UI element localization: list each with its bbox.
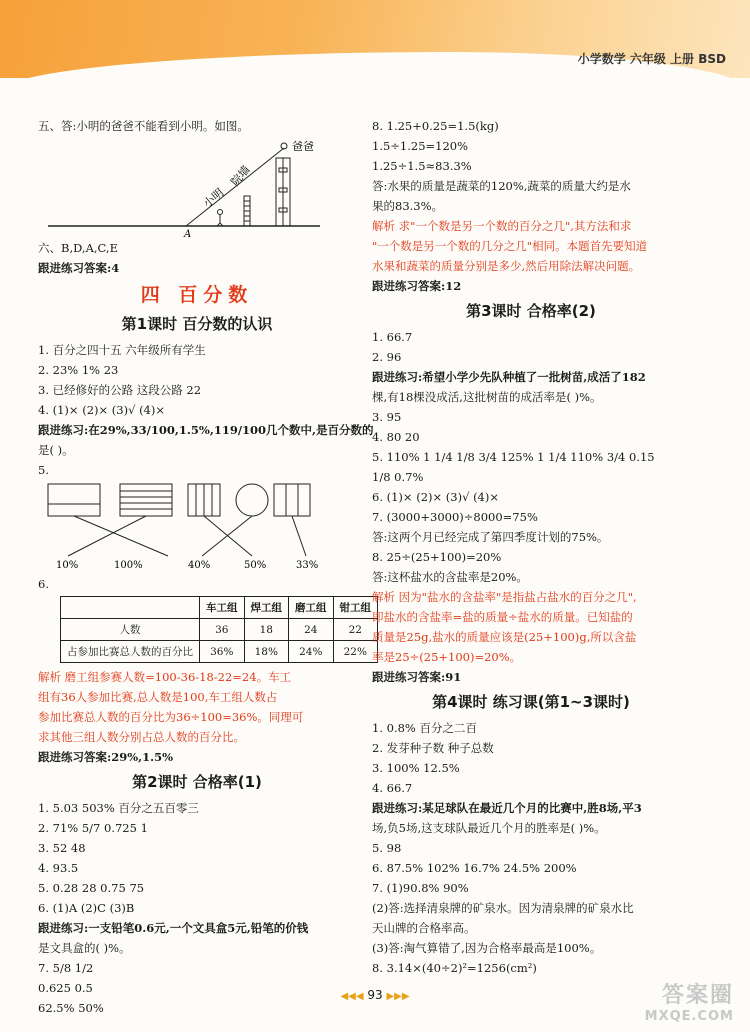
table-cell: 36%: [200, 641, 245, 663]
analysis-line: "一个数是另一个数的几分之几"相同。本题首先要知道: [372, 239, 648, 253]
answer-line: 7. 5/8 1/2: [38, 961, 94, 975]
answer-line: 3. 52 48: [38, 841, 86, 855]
answer-line: 4. (1)× (2)× (3)√ (4)×: [38, 403, 165, 417]
answer-line: 果的83.3%。: [372, 199, 444, 213]
answer-line: 2. 71% 5/7 0.725 1: [38, 821, 148, 835]
table-cell: 22%: [333, 641, 378, 663]
answer-line: 8. 1.25+0.25=1.5(kg): [372, 119, 499, 133]
table-header-cell: 焊工组: [244, 597, 289, 619]
answer-line: 1. 0.8% 百分之二百: [372, 721, 477, 735]
answer-line: 棵,有18棵没成活,这批树苗的成活率是( )%。: [372, 390, 602, 404]
wall-label: 院墙: [228, 163, 253, 189]
analysis-line: 解析 因为"盐水的含盐率"是指盐占盐水的百分之几",: [372, 590, 637, 604]
answer-line: 3. 已经修好的公路 这段公路 22: [38, 383, 202, 397]
chapter-title: 四 百分数: [140, 284, 254, 306]
shape-label: 100%: [114, 560, 143, 571]
followup-answer: 跟进练习答案:4: [38, 261, 120, 275]
answer-line: 6. (1)A (2)C (3)B: [38, 901, 135, 915]
answer-line: (2)答:选择清泉牌的矿泉水。因为清泉牌的矿泉水比: [372, 901, 634, 915]
table-header-cell: 磨工组: [289, 597, 334, 619]
shape-label: 50%: [244, 560, 267, 571]
answer-line: 1.25÷1.5≈83.3%: [372, 159, 472, 173]
analysis-line: 解析 求"一个数是另一个数的百分之几",其方法和求: [372, 219, 632, 233]
table-cell: 22: [333, 619, 378, 641]
answer-line: 场,负5场,这支球队最近几个月的胜率是( )%。: [372, 821, 606, 835]
shapes-svg: [38, 482, 338, 572]
answer-line: 4. 80 20: [372, 430, 420, 444]
analysis-line: 求其他三组人数分别占总人数的百分比。: [38, 730, 245, 744]
followup-answer: 跟进练习答案:29%,1.5%: [38, 750, 174, 764]
analysis-line: 质量是25g,盐水的质量应该是(25+100)g,所以含盐: [372, 630, 637, 644]
table-cell: 占参加比赛总人数的百分比: [61, 641, 200, 663]
answer-line: 2. 96: [372, 350, 402, 364]
book-header: 小学数学 六年级 上册 BSD: [577, 52, 726, 66]
followup-question: 跟进练习:在29%,33/100,1.5%,119/100几个数中,是百分数的: [38, 423, 374, 437]
followup-question: 跟进练习:某足球队在最近几个月的比赛中,胜8场,平3: [372, 801, 642, 815]
answer-line: 答:水果的质量是蔬菜的120%,蔬菜的质量大约是水: [372, 179, 631, 193]
answer-line: 1. 5.03 503% 百分之五百零三: [38, 801, 199, 815]
answer-line: 1/8 0.7%: [372, 470, 424, 484]
table-row: [61, 619, 378, 641]
answer-line: 1. 百分之四十五 六年级所有学生: [38, 343, 206, 357]
answer-line: 0.625 0.5: [38, 981, 93, 995]
answer-line: 1.5÷1.25=120%: [372, 139, 469, 153]
table-cell: 24: [289, 619, 334, 641]
answer-line: 天山牌的合格率高。: [372, 921, 476, 935]
answer-line: 是( )。: [38, 443, 74, 457]
table-cell: 18: [244, 619, 289, 641]
analysis-line: 水果和蔬菜的质量分别是多少,然后用除法解决问题。: [372, 259, 641, 273]
answer-line: 3. 95: [372, 410, 402, 424]
answer-line: 五、答:小明的爸爸不能看到小明。如图。: [38, 119, 249, 133]
followup-answer: 跟进练习答案:91: [372, 670, 462, 684]
answer-line: 6. 87.5% 102% 16.7% 24.5% 200%: [372, 861, 577, 875]
shape-label: 33%: [296, 560, 319, 571]
analysis-line: 率是25÷(25+100)=20%。: [372, 650, 522, 664]
table-header-cell: 钳工组: [333, 597, 378, 619]
sightline-diagram: [38, 138, 356, 240]
answer-line: 5. 110% 1 1/4 1/8 3/4 125% 1 1/4 110% 3/4 0.15: [372, 450, 655, 464]
lesson-title: 第3课时 合格率(2): [466, 302, 596, 320]
site-watermark: [614, 978, 734, 1024]
answer-line: 8. 3.14×(40÷2)²=1256(cm²): [372, 961, 537, 975]
answer-line: 2. 发芽种子数 种子总数: [372, 741, 494, 755]
lesson-title: 第1课时 百分数的认识: [121, 315, 273, 333]
page-number: 93: [367, 988, 383, 1002]
answer-line: 62.5% 50%: [38, 1001, 104, 1015]
watermark-top: 答案圈: [661, 983, 734, 1008]
answer-line: 6. (1)× (2)× (3)√ (4)×: [372, 490, 499, 504]
answer-line: 6.: [38, 577, 49, 591]
answer-line: 4. 66.7: [372, 781, 413, 795]
answer-line: 4. 93.5: [38, 861, 79, 875]
analysis-line: 参加比赛总人数的百分比为36÷100=36%。同理可: [38, 710, 304, 724]
lesson-title: 第4课时 练习课(第1~3课时): [432, 693, 630, 711]
prev-arrows-icon: ◀◀◀: [340, 991, 364, 1002]
point-label: A: [184, 229, 192, 240]
group-table: [60, 596, 378, 663]
followup-question: 跟进练习:一支铅笔0.6元,一个文具盒5元,铅笔的价钱: [38, 921, 309, 935]
left-column: [38, 118, 374, 1020]
right-column: [372, 118, 690, 980]
table-header-cell: [61, 597, 200, 619]
table-cell: 18%: [244, 641, 289, 663]
answer-line: 8. 25÷(25+100)=20%: [372, 550, 502, 564]
table-row: [61, 641, 378, 663]
answer-line: 2. 23% 1% 23: [38, 363, 119, 377]
kid-label: 小明: [200, 186, 227, 211]
analysis-line: 即盐水的含盐率=盐的质量÷盐水的质量。已知盐的: [372, 610, 633, 624]
answer-line: 7. (3000+3000)÷8000=75%: [372, 510, 538, 524]
shape-label: 40%: [188, 560, 211, 571]
answer-line: 5.: [38, 463, 49, 477]
table-cell: 24%: [289, 641, 334, 663]
table-cell: 36: [200, 619, 245, 641]
answer-line: 3. 100% 12.5%: [372, 761, 460, 775]
answer-line: 答:这两个月已经完成了第四季度计划的75%。: [372, 530, 609, 544]
table-header-cell: 车工组: [200, 597, 245, 619]
followup-question: 跟进练习:希望小学少先队种植了一批树苗,成活了182: [372, 370, 646, 384]
lesson-title: 第2课时 合格率(1): [132, 773, 262, 791]
answer-line: 是文具盒的( )%。: [38, 941, 131, 955]
percent-shapes: [38, 482, 356, 572]
dad-label: 爸爸: [292, 140, 314, 153]
answer-line: 答:这杯盐水的含盐率是20%。: [372, 570, 528, 584]
watermark-bottom: MXQE.COM: [644, 1009, 734, 1024]
next-arrows-icon: ▶▶▶: [386, 991, 410, 1002]
shape-label: 10%: [56, 560, 79, 571]
sightline-svg: [38, 138, 338, 240]
answer-line: (3)答:淘气算错了,因为合格率最高是100%。: [372, 941, 602, 955]
followup-answer: 跟进练习答案:12: [372, 279, 462, 293]
table-cell: 人数: [61, 619, 200, 641]
answer-line: 5. 0.28 28 0.75 75: [38, 881, 145, 895]
analysis-line: 解析 磨工组参赛人数=100-36-18-22=24。车工: [38, 670, 292, 684]
answer-line: 1. 66.7: [372, 330, 413, 344]
analysis-line: 组有36人参加比赛,总人数是100,车工组人数占: [38, 690, 278, 704]
table-header-row: [61, 597, 378, 619]
answer-line: 六、B,D,A,C,E: [38, 241, 118, 255]
answer-line: 5. 98: [372, 841, 402, 855]
answer-line: 7. (1)90.8% 90%: [372, 881, 469, 895]
